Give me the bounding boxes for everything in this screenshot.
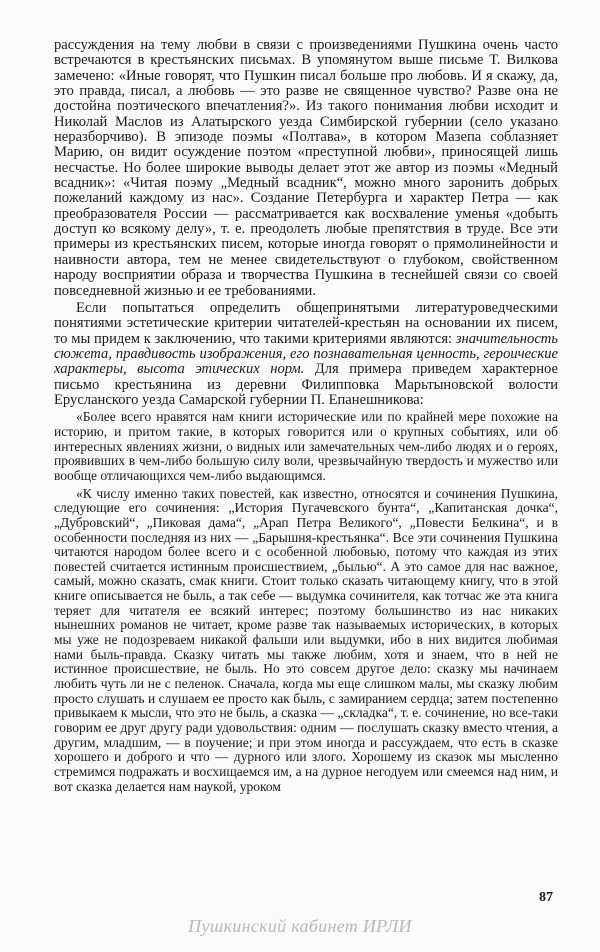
quote-1: «Более всего нравятся нам книги исторические или по крайней мере похожие на историю, и притом такие, в которых говорится или о крупных событиях, или об интересных явлениях жизни, о видных или замечательных чем-либо людях и о героях, проявивших в чем-либо большую силу воли, чрезвычайную твердость и мужество или вообще отличающихся чем-либо выдающимся. [54,409,558,483]
quote-2: «К числу именно таких повестей, как известно, относятся и сочинения Пушкина, следующие его сочинения: „История Пугачевского бунта“, „Капитанская дочка“, „Дубровский“, „Пиковая дама“, „Арап Петра Великого“, „Повести Белкина“, и в особенности последняя из них — „Барышня-крестьянка“. Все эти сочинения Пушкина читаются народом более всего и с особенной любовью, потому что каждая из этих повестей считается истинным происшествием, „былью“. А это самое для нас важное, самый, можно сказать, смак книги. Стоит только сказать читающему книгу, что в этой книге описывается не быль, а так себе — выдумка сочинителя, как тотчас же эта книга теряет для читателя ее всякий интерес; поэтому большинство из нас никаких нынешних романов не читает, кроме разве так называемых исторических, в которых мы уже не подозреваем никакой фальши или выдумки, ибо в них видится любимая нами быль-правда. Сказку читать мы также любим, хотя и знаем, что в ней не истинное происшествие, не быль. Но это совсем другое дело: сказку мы начинаем любить чуть ли не с пеленок. Сначала, когда мы еще слишком малы, мы сказку любим просто слушать и слушаем ее просто как быль, с замиранием сердца; затем постепенно привыкаем к мысли, что это не быль, а сказка — „складка“, т. е. сочинение, но все-таки говорим ее друг другу ради удовольствия: одним — послушать сказку вместо чтения, а другим, младшим, — в поучение; и при этом иногда и рассуждаем, что есть в сказке хорошего и доброго и что — дурного или злого. Хорошему из сказок мы мысленно стремимся подражать и восхищаемся им, а на дурное негодуем или смеемся над ним, и вот сказка делается нам наукой, уроком [54,485,558,794]
paragraph-2-start: Если попытаться определить общепринятыми литературоведческими понятиями эстетические критерии читателей-крестьян на основании их писем, то мы придем к заключению, что такими критериями являются: [54,299,558,347]
body-text [54,38,558,794]
paragraph-1: рассуждения на тему любви в связи с произведениями Пушкина очень часто встречаются в крестьянских письмах. В упомянутом выше письме Т. Вилкова замечено: «Иные говорят, что Пушкин писал больше про любовь. И я скажу, да, это правда, писал, а любовь — это разве не священное чувство? Разве она не достойна поэтического впечатления?». Из такого понимания любви исходит и Николай Маслов из Алатырского уезда Симбирской губернии (село указано неразборчиво). В эпизоде поэмы «Полтава», в котором Мазепа соблазняет Марию, он видит осуждение поэтом «преступной любви», приносящей лишь несчастье. Но более широкие выводы делает этот же автор из поэмы «Медный всадник»: «Читая поэму „Медный всадник“, можно много заронить добрых пожеланий каждому из нас». Создание Петербурга и характер Петра — как преобразователя России — рассматривается как восхваление уменья «добыть доступ ко всякому делу», т. е. преодолеть любые препятствия в труде. Все эти примеры из крестьянских писем, которые иногда говорят о прямолинейности и наивности автора, тем не менее свидетельствуют о глубоком, свойственном народу восприятии образа и творчества Пушкина в теснейшей связи со своей повседневной жизнью и ее требованиями. [54,37,558,299]
criteria-italic: значительность сюжета, правдивость изображения, его познавательная ценность, героические характеры, высота этических норм. [54,330,558,378]
paragraph-2-end: Для примера приведем характерное письмо крестьянина из деревни Филипповка Марьтыновской волости Ерусланского уезда Самарской губернии П. Епанешникова: [54,361,558,408]
page-number: 87 [539,890,553,905]
library-watermark: Пушкинский кабинет ИРЛИ [188,916,412,936]
paragraph-2 [54,301,558,408]
